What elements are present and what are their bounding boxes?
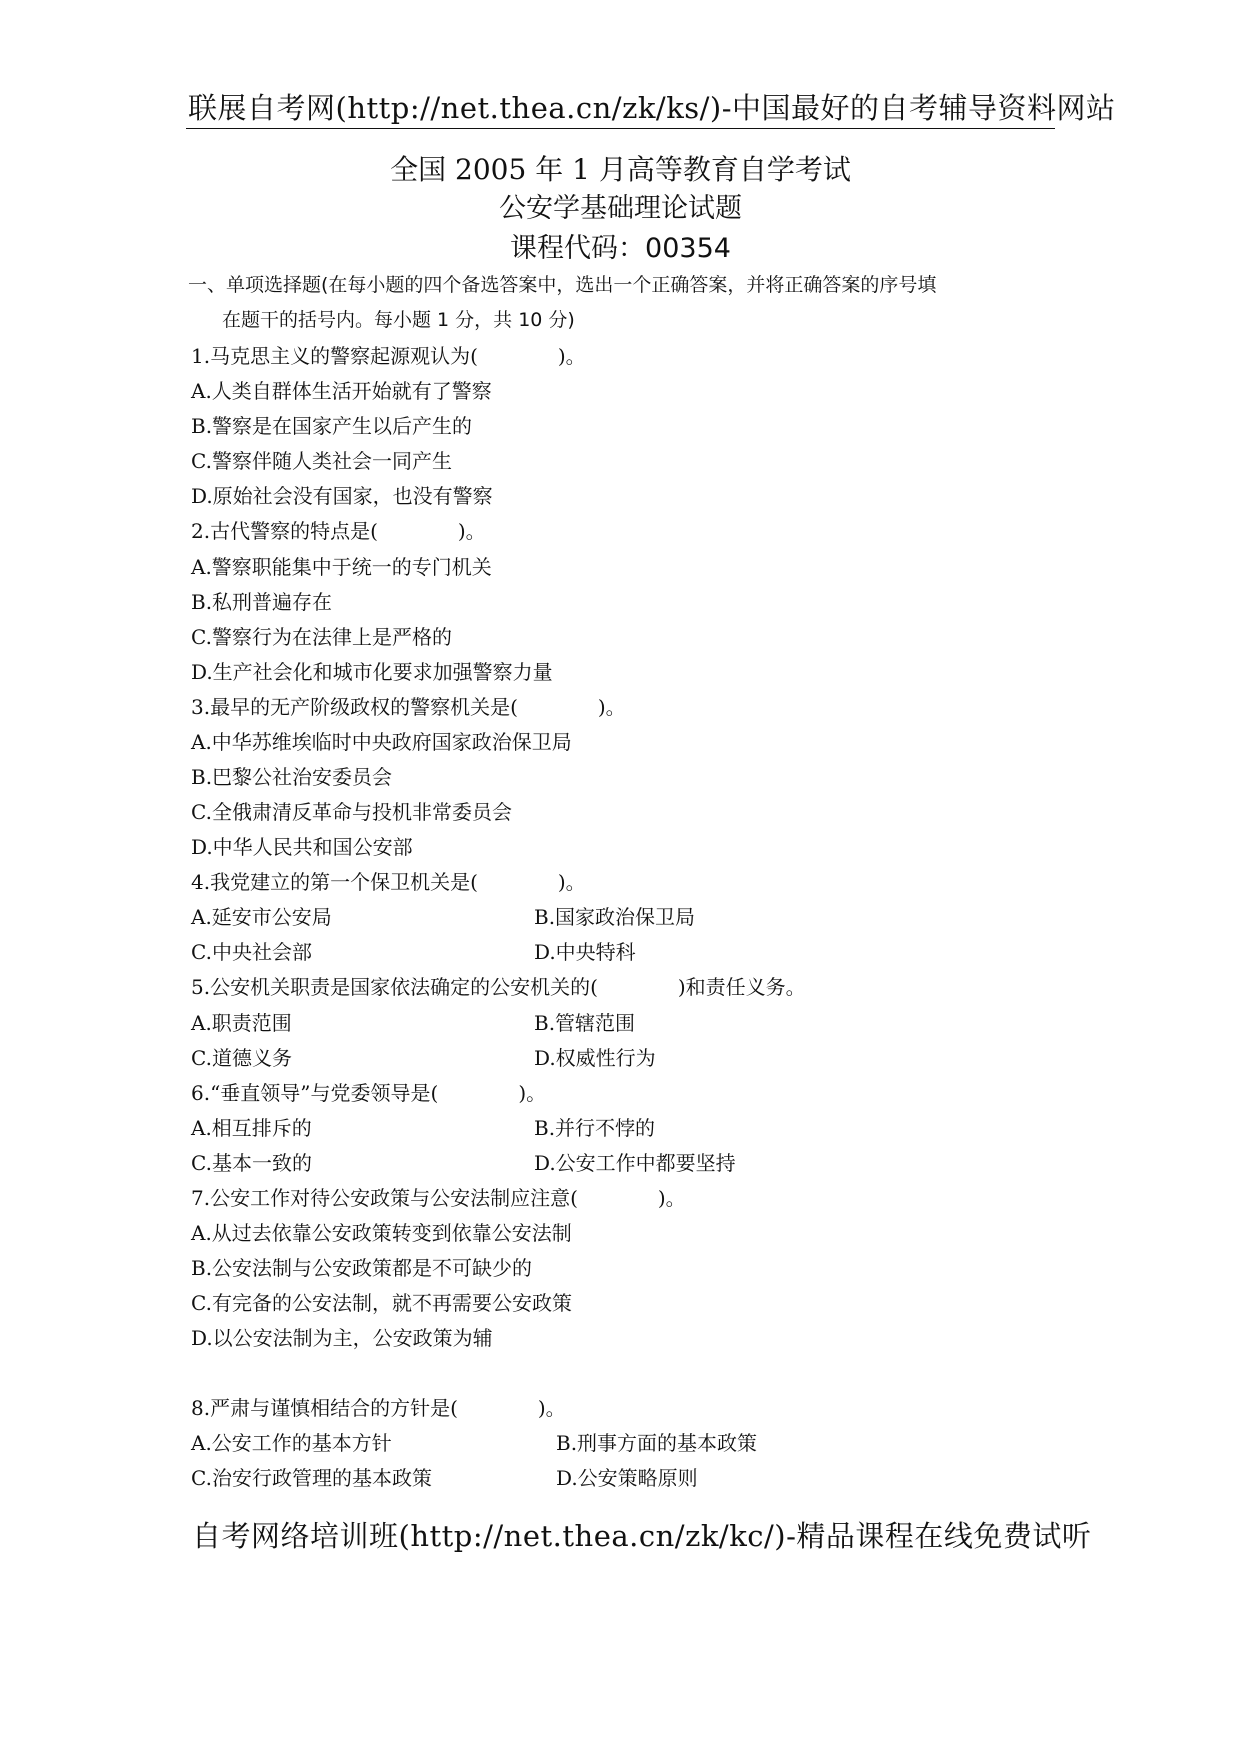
question-3-option-b: B.巴黎公社治安委员会 [191,765,393,789]
section-heading [188,268,1068,338]
question-8-option-a: A.公安工作的基本方针 [191,1431,392,1455]
question-6-option-a: A.相互排斥的 [191,1116,312,1140]
section-heading-line2: 在题干的括号内。每小题 1 分，共 10 分) [222,309,575,331]
question-7-option-c: C.有完备的公安法制，就不再需要公安政策 [191,1291,572,1315]
question-8-option-c: C.治安行政管理的基本政策 [191,1466,432,1490]
question-1-option-a: A.人类自群体生活开始就有了警察 [191,379,492,403]
section-heading-line1: 一、单项选择题(在每小题的四个备选答案中，选出一个正确答案，并将正确答案的序号填 [188,274,937,296]
question-6-option-d: D.公安工作中都要坚持 [534,1151,736,1175]
question-1-option-c: C.警察伴随人类社会一同产生 [191,449,452,473]
question-8-stem: 8.严肃与谨慎相结合的方针是( )。 [191,1396,566,1420]
question-6-option-b: B.并行不悖的 [534,1116,656,1140]
question-1-option-d: D.原始社会没有国家，也没有警察 [191,484,493,508]
question-3-option-c: C.全俄肃清反革命与投机非常委员会 [191,800,512,824]
question-2-option-a: A.警察职能集中于统一的专门机关 [191,555,492,579]
exam-title: 全国 2005 年 1 月高等教育自学考试 [390,153,851,186]
question-2-option-b: B.私刑普遍存在 [191,590,333,614]
question-5-option-c: C.道德义务 [191,1046,292,1070]
question-7-option-b: B.公安法制与公安政策都是不可缺少的 [191,1256,533,1280]
question-2-option-d: D.生产社会化和城市化要求加强警察力量 [191,660,553,684]
site-footer: 自考网络培训班(http://net.thea.cn/zk/kc/)-精品课程在线免费试听 [192,1519,1092,1553]
question-1-stem: 1.马克思主义的警察起源观认为( )。 [191,344,586,368]
site-header: 联展自考网(http://net.thea.cn/zk/ks/)-中国最好的自考辅导资料网站 [188,91,1116,125]
question-8-option-d: D.公安策略原则 [556,1466,698,1490]
question-5-stem: 5.公安机关职责是国家依法确定的公安机关的( )和责任义务。 [191,975,806,999]
question-6-option-c: C.基本一致的 [191,1151,312,1175]
question-4-option-d: D.中央特科 [534,940,636,964]
question-5-option-a: A.职责范围 [191,1011,292,1035]
question-7-option-d: D.以公安法制为主，公安政策为辅 [191,1326,493,1350]
question-4-option-c: C.中央社会部 [191,940,312,964]
header-rule [186,128,1055,129]
question-2-stem: 2.古代警察的特点是( )。 [191,519,486,543]
question-6-stem: 6.“垂直领导”与党委领导是( )。 [191,1081,547,1105]
question-3-option-d: D.中华人民共和国公安部 [191,835,413,859]
question-3-option-a: A.中华苏维埃临时中央政府国家政治保卫局 [191,730,572,754]
question-5-option-d: D.权威性行为 [534,1046,656,1070]
question-3-stem: 3.最早的无产阶级政权的警察机关是( )。 [191,695,626,719]
question-8-option-b: B.刑事方面的基本政策 [556,1431,758,1455]
question-7-stem: 7.公安工作对待公安政策与公安法制应注意( )。 [191,1186,686,1210]
question-4-option-b: B.国家政治保卫局 [534,905,696,929]
course-code: 课程代码：00354 [510,233,731,264]
question-5-option-b: B.管辖范围 [534,1011,636,1035]
subject-title: 公安学基础理论试题 [499,193,742,224]
question-1-option-b: B.警察是在国家产生以后产生的 [191,414,473,438]
question-2-option-c: C.警察行为在法律上是严格的 [191,625,452,649]
question-7-option-a: A.从过去依靠公安政策转变到依靠公安法制 [191,1221,572,1245]
question-4-option-a: A.延安市公安局 [191,905,332,929]
question-4-stem: 4.我党建立的第一个保卫机关是( )。 [191,870,586,894]
